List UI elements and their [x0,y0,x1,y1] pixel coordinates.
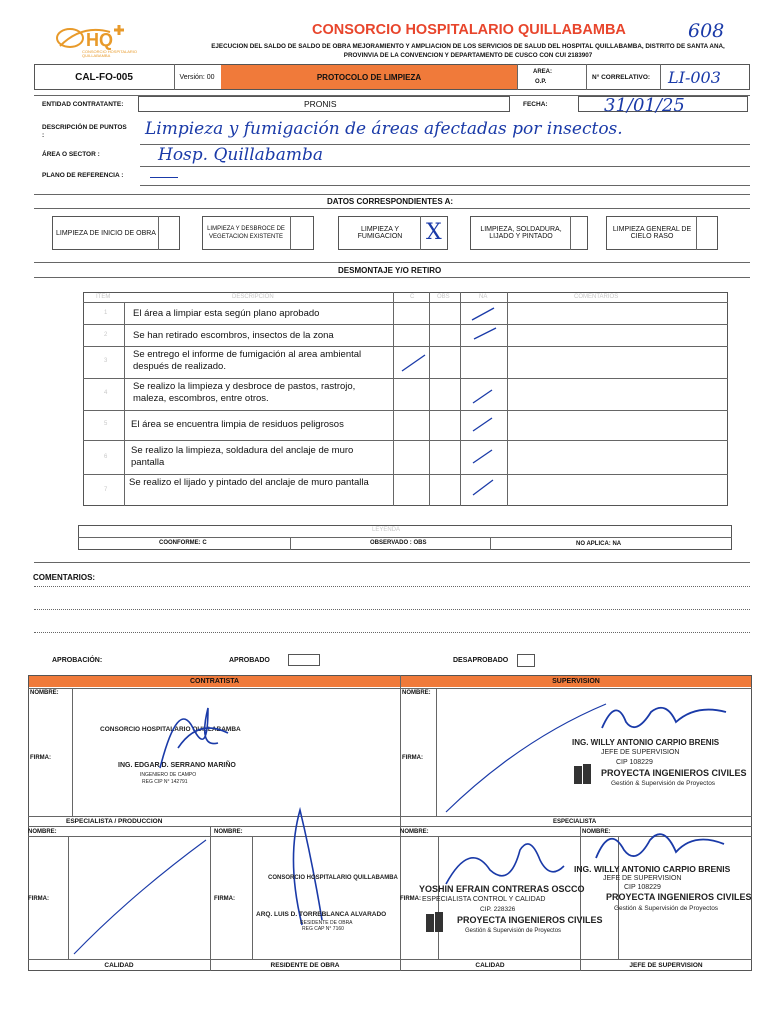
jefe-supervision-label: JEFE DE SUPERVISION [629,962,703,969]
header-descripcion: DESCRIPCION [232,294,274,300]
row-1-item: 1 [104,310,108,316]
nombre-label-4: NOMBRE: [214,829,243,835]
stamp-carpio-cip-2: CIP 108229 [624,884,661,891]
project-description [178,42,758,60]
stamp-proyecta-sub-3: Gestión & Supervisión de Proyectos [614,905,719,912]
signature-serrano [148,688,238,778]
stamp-proyecta-3: PROYECTA INGENIEROS CIVILES [606,892,752,902]
plano-value-mark [150,177,178,178]
stamp-carpio-role-1: JEFE DE SUPERVISION [601,749,680,756]
correlativo-value: LI-003 [668,68,721,87]
nombre-label-3: NOMBRE: [28,829,57,835]
aprobado-checkbox[interactable] [288,654,320,666]
firma-label-3: FIRMA: [28,896,49,902]
row-1-desc: El área a limpiar esta según plano aprobado [133,308,320,319]
stamp-proyecta-sub-2: Gestión & Supervisión de Proyectos [465,928,562,934]
descripcion-label: DESCRIPCIÓN DE PUNTOS : [42,124,127,139]
nombre-label-6: NOMBRE: [582,829,611,835]
consorcio-stamp-1: CONSORCIO HOSPITALARIO QUILLABAMBA [100,726,241,733]
form-code: CAL-FO-005 [75,71,133,83]
firma-label-2: FIRMA: [402,755,423,761]
stamp-carpio-name-1: ING. WILLY ANTONIO CARPIO BRENIS [572,738,720,747]
nombre-label-1: NOMBRE: [30,690,59,696]
company-title: CONSORCIO HOSPITALARIO QUILLABAMBA [312,22,626,38]
logo [52,22,170,60]
stamp-contreras-role: ESPECIALISTA CONTROL Y CALIDAD [422,896,546,903]
option-desbroce-label: LIMPIEZA Y DESBROCE DE VEGETACION EXISTENTE [207,226,285,240]
option-inicio-obra-label: LIMPIEZA DE INICIO DE OBRA [56,229,156,237]
legend-conforme: COONFORME: C [159,540,207,546]
row-3-item: 3 [104,358,108,364]
desaprobado-label: DESAPROBADO [453,657,509,664]
stamp-proyecta-1: PROYECTA INGENIEROS CIVILES [601,768,747,778]
stamp-proyecta-sub-1: Gestión & Supervisión de Proyectos [611,780,716,787]
plano-label: PLANO DE REFERENCIA : [42,172,124,179]
project-line-1: EJECUCION DEL SALDO DE SALDO DE OBRA MEJORAMIENTO Y AMPLIACION DE LOS SERVICIOS DE SALUD DEL HOSPITAL QUILLABAMBA, DISTRITO DE SANTA ANA, [211,43,725,50]
row-2-desc: Se han retirado escombros, insectos de la zona [133,330,334,341]
desaprobado-checkbox[interactable] [517,654,535,667]
fecha-label: FECHA: [523,101,548,108]
firma-label-5: FIRMA: [400,896,421,902]
op-label: O.P. [535,79,547,85]
residente-label: RESIDENTE DE OBRA [270,962,340,969]
row-2-item: 2 [104,332,108,338]
header-na: NA [479,294,488,300]
legend-title: LEYENDA [372,527,401,533]
row-7-check-icon [470,476,496,498]
row-7-item: 7 [104,487,108,493]
stamp-torreblanca-role: RESIDENTE DE OBRA [300,920,353,926]
especialista-label: ESPECIALISTA [553,819,597,825]
row-4-check-icon [470,386,496,406]
area-sector-value: Hosp. Quillabamba [158,145,323,165]
datos-title: DATOS CORRESPONDIENTES A: [327,197,454,206]
signature-carpio-1 [596,692,736,742]
stamp-proyecta-2: PROYECTA INGENIEROS CIVILES [457,915,603,925]
area-label: AREA: [533,69,552,75]
calidad-label-1: CALIDAD [104,962,134,969]
stamp-carpio-role-2: JEFE DE SUPERVISION [603,875,682,882]
form-version: Versión: 00 [179,73,215,81]
legend-no-aplica: NO APLICA: NA [576,541,622,547]
contratista-header: CONTRATISTA [29,676,400,687]
entidad-label: ENTIDAD CONTRATANTE: [42,101,124,108]
stamp-torreblanca-name: ARQ. LUIS D. TORREBLANCA ALVARADO [256,911,387,918]
row-5-check-icon [470,414,496,434]
especialista-produccion-label: ESPECIALISTA / PRODUCCION [66,818,163,825]
row-5-desc: El área se encuentra limpia de residuos peligrosos [131,419,344,430]
row-3-check-icon [399,352,429,374]
legend-observado: OBSERVADO : OBS [370,540,427,546]
stamp-contreras-name: YOSHIN EFRAIN CONTRERAS OSCCO [419,884,585,894]
stamp-torreblanca-reg: REG CAP N° 7160 [302,926,344,932]
supervision-header: SUPERVISION [401,676,751,687]
row-5-item: 5 [104,421,108,427]
signature-carpio-2 [590,818,730,870]
header-c: C [410,294,415,300]
area-sector-label: ÁREA O SECTOR : [42,151,100,158]
option-cielo-raso-label: LIMPIEZA GENERAL DE CIELO RASO [612,226,692,240]
stamp-carpio-cip-1: CIP 108229 [616,759,653,766]
row-6-desc: Se realizo la limpieza, soldadura del anclaje de muro pantalla [131,445,354,468]
stamp-contreras-cip: CIP. 228326 [480,906,516,913]
fecha-value: 31/01/25 [604,95,685,116]
row-6-item: 6 [104,454,108,460]
stamp-serrano-role: INGENIERO DE CAMPO [140,772,197,778]
project-line-2: PROVINVIA DE LA CONVENCION Y DEPARTAMENTO DE CUSCO CON CUI 2183907 [343,52,593,59]
correlativo-label: N° CORRELATIVO: [592,74,651,81]
stamp-serrano-reg: REG CIP N° 142791 [142,779,188,785]
header-item: ITEM [96,294,111,300]
row-4-item: 4 [104,390,108,396]
aprobacion-label: APROBACIÓN: [52,657,103,664]
row-6-check-icon [470,446,496,466]
header-obs: OBS [437,294,450,300]
signature-line-diag [440,700,610,816]
comentarios-label: COMENTARIOS: [33,573,96,582]
row-1-check-icon [468,305,498,323]
nombre-label-2: NOMBRE: [402,690,431,696]
option-soldadura-label: LIMPIEZA, SOLDADURA, LIJADO Y PINTADO [480,226,562,240]
proyecta-logo-icon-1 [572,762,594,788]
descripcion-value: Limpieza y fumigación de áreas afectadas por insectos. [145,119,623,139]
row-2-check-icon [470,326,500,342]
entidad-value: PRONIS [304,99,337,109]
stamp-carpio-name-2: ING. WILLY ANTONIO CARPIO BRENIS [574,864,731,874]
firma-label-1: FIRMA: [30,755,51,761]
header-comentarios: COMENTARIOS [574,294,619,300]
signature-line-calidad [70,836,210,958]
checklist-title: DESMONTAJE Y/O RETIRO [338,266,442,275]
svg-text:HQ: HQ [86,30,113,50]
signature-contreras [440,830,570,890]
nombre-label-5: NOMBRE: [400,829,429,835]
stamp-serrano-name: ING. EDGAR D. SERRANO MARIÑO [118,762,236,769]
proyecta-logo-icon-2 [424,910,446,936]
consorcio-stamp-2: CONSORCIO HOSPITALARIO QUILLABAMBA [268,875,398,881]
protocol-title: PROTOCOLO DE LIMPIEZA [221,65,517,89]
row-4-desc: Se realizo la limpieza y desbroce de pastos, rastrojo, maleza, escombros, entre otros. [133,381,356,404]
option-fumigacion-label: LIMPIEZA Y FUMIGACION [357,226,403,240]
calidad-label-2: CALIDAD [475,962,505,969]
handwritten-number: 608 [688,20,725,42]
row-7-desc: Se realizo el lijado y pintado del anclaje de muro pantalla [129,477,369,488]
aprobado-label: APROBADO [229,657,270,664]
row-3-desc: Se entrego el informe de fumigación al area ambiental después de realizado. [133,349,362,372]
option-fumigacion-mark: X [426,220,442,245]
logo-text: CONSORCIO HOSPITALARIO QUILLABAMBA [82,49,138,58]
firma-label-4: FIRMA: [214,896,235,902]
